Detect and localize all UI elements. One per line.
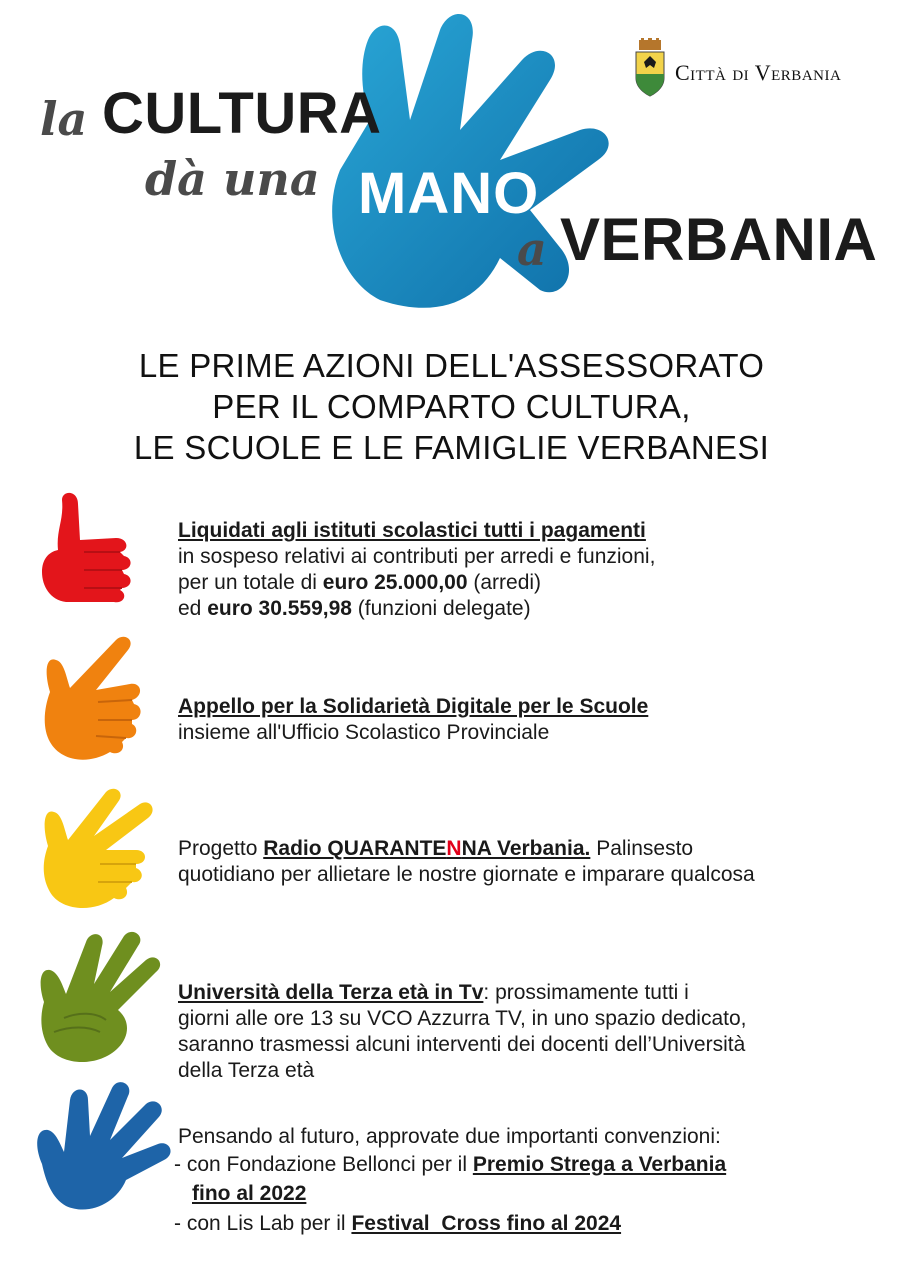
thumbs-up-hand-icon	[36, 490, 136, 610]
item-3-heading-red: N	[446, 837, 462, 860]
item-1-text	[178, 518, 655, 622]
item-3-line-2: quotidiano per allietare le nostre giornate e imparare qualcosa	[178, 863, 755, 886]
item-3-heading-a: Radio QUARANTE	[263, 837, 447, 860]
item-1-heading: Liquidati agli istituti scolastici tutti i pagamenti	[178, 519, 646, 542]
item-5-festival-cross: Festival Cross fino al 2024	[351, 1212, 622, 1235]
subtitle-line-3: LE SCUOLE E LE FAMIGLIE VERBANESI	[133, 429, 770, 466]
item-1-line-2: in sospeso relativi ai contributi per arredi e funzioni,	[178, 545, 656, 568]
two-fingers-hand-icon	[36, 784, 160, 916]
subtitle	[0, 345, 903, 468]
title-mano: MANO	[358, 161, 540, 226]
item-3-heading-b: NA Verbania.	[461, 837, 591, 860]
item-5-premio-strega: Premio Strega a Verbania	[472, 1153, 727, 1176]
open-hand-icon	[30, 1078, 178, 1216]
item-2-line-2: insieme all'Ufficio Scolastico Provinciale	[178, 721, 550, 744]
subtitle-line-1: LE PRIME AZIONI DELL'ASSESSORATO	[138, 347, 765, 384]
item-4-line-1-post: : prossimamente tutti i	[483, 981, 689, 1004]
title-la: la	[40, 92, 88, 146]
item-2-heading: Appello per la Solidarietà Digitale per le Scuole	[178, 695, 649, 718]
item-4-line-3: saranno trasmessi alcuni interventi dei docenti dell’Università	[178, 1033, 746, 1056]
item-4-heading: Università della Terza età in Tv	[178, 981, 484, 1004]
item-1-line-4-pre: ed	[178, 597, 208, 620]
item-1-line-3-pre: per un totale di	[178, 571, 323, 594]
subtitle-line-2: PER IL COMPARTO CULTURA,	[212, 388, 691, 425]
city-name: Città di Verbania	[675, 60, 842, 85]
item-3-post: Palinsesto	[590, 837, 694, 860]
one-finger-hand-icon	[36, 632, 146, 768]
item-3-text	[178, 836, 755, 888]
item-5-text	[174, 1124, 727, 1240]
item-1-amount-arredi: euro 25.000,00	[322, 571, 468, 594]
item-4-text	[178, 980, 747, 1084]
item-2-text	[178, 694, 648, 746]
item-1-line-3-post: (arredi)	[467, 571, 542, 594]
title-verbania: VERBANIA	[560, 206, 878, 273]
item-4-line-2: giorni alle ore 13 su VCO Azzurra TV, in uno spazio dedicato,	[178, 1007, 747, 1030]
item-3-pre: Progetto	[178, 837, 264, 860]
item-5-line-4-pre: - con Lis Lab per il	[174, 1212, 352, 1235]
title-cultura: CULTURA	[102, 81, 382, 146]
item-1-line-4-post: (funzioni delegate)	[351, 597, 531, 620]
item-5-line-2-pre: - con Fondazione Bellonci per il	[174, 1153, 473, 1176]
three-fingers-hand-icon	[34, 928, 166, 1070]
city-crest-icon	[633, 38, 667, 98]
item-5-line-1: Pensando al futuro, approvate due importanti convenzioni:	[178, 1125, 721, 1148]
item-5-premio-strega-end: fino al 2022	[192, 1182, 307, 1205]
item-1-amount-funzioni: euro 30.559,98	[207, 597, 352, 620]
title-a: a	[517, 222, 547, 276]
item-4-line-4: della Terza età	[178, 1059, 315, 1082]
title-da-una: dà una	[145, 152, 320, 206]
